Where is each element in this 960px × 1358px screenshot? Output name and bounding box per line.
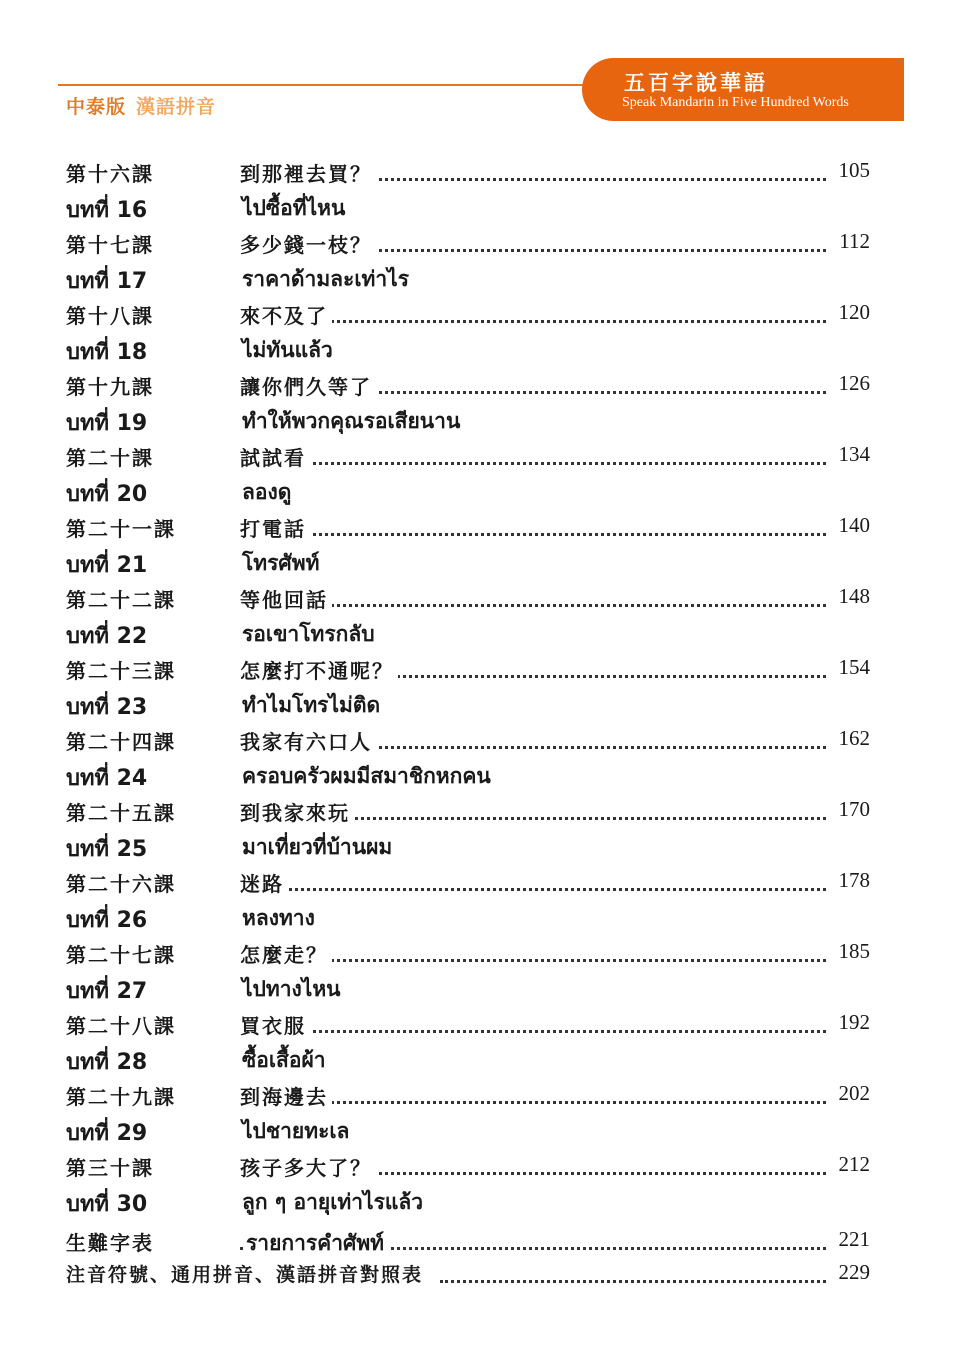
page-number: 154 <box>838 655 870 679</box>
toc-lesson-entry-thai <box>0 192 960 228</box>
leader-dots <box>440 1280 826 1283</box>
header-pinyin-label: 漢語拼音 <box>136 96 217 118</box>
toc-phonetics-entry[interactable] <box>0 1260 960 1296</box>
lesson-title-th: ซื้อเสื้อผ้า <box>242 1048 326 1072</box>
toc-lesson-entry-thai <box>0 405 960 441</box>
lesson-number-th: บทที่ 25 <box>66 837 148 862</box>
lesson-number-zh: 第二十四課 <box>66 730 176 754</box>
lesson-title-zh: 怎麼打不通呢？ <box>240 655 398 684</box>
lesson-title-th: ไปทางไหน <box>242 977 341 1001</box>
vocabulary-label-th: รายการคำศัพท์ <box>246 1227 388 1260</box>
lesson-title-zh: 孩子多大了？ <box>240 1152 376 1181</box>
lesson-number-th: บทที่ 26 <box>66 908 148 933</box>
lesson-title-zh: 等他回話 <box>240 584 332 613</box>
toc-lesson-entry-thai <box>0 476 960 512</box>
toc-lesson-entry[interactable] <box>0 442 960 478</box>
lesson-number-zh: 第二十七課 <box>66 943 176 967</box>
lesson-title-th: ราคาด้ามละเท่าไร <box>242 267 409 291</box>
lesson-title-zh: 迷路 <box>240 868 288 897</box>
page-number: 170 <box>838 797 870 821</box>
banner-english-title: Speak Mandarin in Five Hundred Words <box>622 95 849 110</box>
toc-lesson-entry[interactable] <box>0 797 960 833</box>
lesson-number-zh: 第十六課 <box>66 162 154 186</box>
lesson-number-th: บทที่ 24 <box>66 766 148 791</box>
page-number: 202 <box>838 1081 870 1105</box>
toc-lesson-entry[interactable] <box>0 513 960 549</box>
lesson-number-zh: 第二十六課 <box>66 872 176 896</box>
lesson-number-zh: 第二十二課 <box>66 588 176 612</box>
series-banner <box>582 58 904 121</box>
toc-lesson-entry[interactable] <box>0 229 960 265</box>
lesson-title-zh: 多少錢一枝？ <box>240 229 376 258</box>
page-number: 120 <box>838 300 870 324</box>
page-number: 178 <box>838 868 870 892</box>
lesson-title-th: ลูก ๆ อายุเท่าไรแล้ว <box>242 1190 424 1214</box>
toc-lesson-entry[interactable] <box>0 1010 960 1046</box>
lesson-title-th: ครอบครัวผมมีสมาชิกหกคน <box>242 764 491 788</box>
lesson-number-th: บทที่ 22 <box>66 624 148 649</box>
toc-lesson-entry-thai <box>0 547 960 583</box>
leader-dots <box>240 1030 826 1033</box>
toc-lesson-entry-thai <box>0 1115 960 1151</box>
toc-lesson-entry[interactable] <box>0 371 960 407</box>
lesson-title-zh: 買衣服 <box>240 1010 310 1039</box>
lesson-title-zh: 到我家來玩 <box>240 797 354 826</box>
lesson-title-th: ไปซื้อที่ไหน <box>242 196 346 220</box>
toc-lesson-entry[interactable] <box>0 868 960 904</box>
page-number: 162 <box>838 726 870 750</box>
lesson-title-th: ไปชายทะเล <box>242 1119 350 1143</box>
lesson-title-zh: 到那裡去買？ <box>240 158 376 187</box>
lesson-title-th: ทำให้พวกคุณรอเสียนาน <box>242 409 461 433</box>
toc-lesson-entry-thai <box>0 831 960 867</box>
lesson-title-th: ทำไมโทรไม่ติด <box>242 693 381 717</box>
lesson-title-th: ไม่ทันแล้ว <box>242 338 333 362</box>
lesson-title-zh: 來不及了 <box>240 300 332 329</box>
toc-lesson-entry[interactable] <box>0 655 960 691</box>
toc-lesson-entry-thai <box>0 618 960 654</box>
lesson-number-th: บทที่ 18 <box>66 340 148 365</box>
header-rule <box>58 84 598 86</box>
toc-lesson-entry-thai <box>0 1186 960 1222</box>
lesson-number-zh: 第十七課 <box>66 233 154 257</box>
phonetics-label-zh: 注音符號、通用拼音、漢語拼音對照表 <box>66 1260 427 1287</box>
toc-lesson-entry[interactable] <box>0 726 960 762</box>
page-number: 212 <box>838 1152 870 1176</box>
header-book-title <box>66 92 216 119</box>
lesson-number-zh: 第二十一課 <box>66 517 176 541</box>
leader-dots <box>240 888 826 891</box>
page-number: 126 <box>838 371 870 395</box>
page-number: 192 <box>838 1010 870 1034</box>
lesson-number-zh: 第二十三課 <box>66 659 176 683</box>
lesson-number-zh: 第二十五課 <box>66 801 176 825</box>
lesson-title-zh: 讓你們久等了 <box>240 371 376 400</box>
header-edition-label: 中泰版 <box>66 96 127 118</box>
lesson-number-th: บทที่ 19 <box>66 411 148 436</box>
lesson-number-zh: 第二十八課 <box>66 1014 176 1038</box>
lesson-title-th: มาเที่ยวที่บ้านผม <box>242 835 393 859</box>
page-number: 112 <box>839 229 870 253</box>
leader-dots <box>240 533 826 536</box>
lesson-number-zh: 第三十課 <box>66 1156 154 1180</box>
page-number: 221 <box>838 1227 870 1251</box>
lesson-number-zh: 第二十九課 <box>66 1085 176 1109</box>
toc-vocabulary-entry[interactable] <box>0 1227 960 1263</box>
lesson-number-th: บทที่ 16 <box>66 198 148 223</box>
toc-lesson-entry-thai <box>0 263 960 299</box>
lesson-number-th: บทที่ 27 <box>66 979 148 1004</box>
lesson-title-zh: 我家有六口人 <box>240 726 376 755</box>
lesson-number-th: บทที่ 21 <box>66 553 148 578</box>
page-number: 105 <box>838 158 870 182</box>
vocabulary-label-zh: 生難字表 <box>66 1231 154 1255</box>
lesson-title-th: โทรศัพท์ <box>242 551 320 575</box>
lesson-title-zh: 怎麼走？ <box>240 939 332 968</box>
toc-lesson-entry-thai <box>0 973 960 1009</box>
lesson-title-th: รอเขาโทรกลับ <box>242 622 375 646</box>
toc-lesson-entry-thai <box>0 334 960 370</box>
toc-lesson-entry-thai <box>0 760 960 796</box>
toc-lesson-entry[interactable] <box>0 1152 960 1188</box>
lesson-number-th: บทที่ 20 <box>66 482 148 507</box>
lesson-number-zh: 第十八課 <box>66 304 154 328</box>
toc-lesson-entry-thai <box>0 1044 960 1080</box>
page-number: 140 <box>838 513 870 537</box>
lesson-number-th: บทที่ 30 <box>66 1192 148 1217</box>
page-number: 229 <box>838 1260 870 1284</box>
toc-lesson-entry[interactable] <box>0 939 960 975</box>
lesson-title-zh: 打電話 <box>240 513 310 542</box>
lesson-number-zh: 第二十課 <box>66 446 154 470</box>
lesson-number-zh: 第十九課 <box>66 375 154 399</box>
lesson-title-zh: 試試看 <box>240 442 310 471</box>
toc-lesson-entry[interactable] <box>0 1081 960 1117</box>
lesson-number-th: บทที่ 23 <box>66 695 148 720</box>
lesson-number-th: บทที่ 28 <box>66 1050 148 1075</box>
lesson-number-th: บทที่ 17 <box>66 269 148 294</box>
toc-lesson-entry[interactable] <box>0 584 960 620</box>
lesson-title-zh: 到海邊去 <box>240 1081 332 1110</box>
toc-lesson-entry-thai <box>0 902 960 938</box>
toc-lesson-entry-thai <box>0 689 960 725</box>
banner-chinese-title: 五百字說華語 <box>624 70 768 95</box>
toc-lesson-entry[interactable] <box>0 158 960 194</box>
lesson-title-th: หลงทาง <box>242 906 315 930</box>
lesson-title-th: ลองดู <box>242 480 292 504</box>
leader-dots <box>240 462 826 465</box>
lesson-number-th: บทที่ 29 <box>66 1121 148 1146</box>
toc-lesson-entry[interactable] <box>0 300 960 336</box>
page-number: 148 <box>838 584 870 608</box>
page-number: 185 <box>838 939 870 963</box>
page-number: 134 <box>838 442 870 466</box>
